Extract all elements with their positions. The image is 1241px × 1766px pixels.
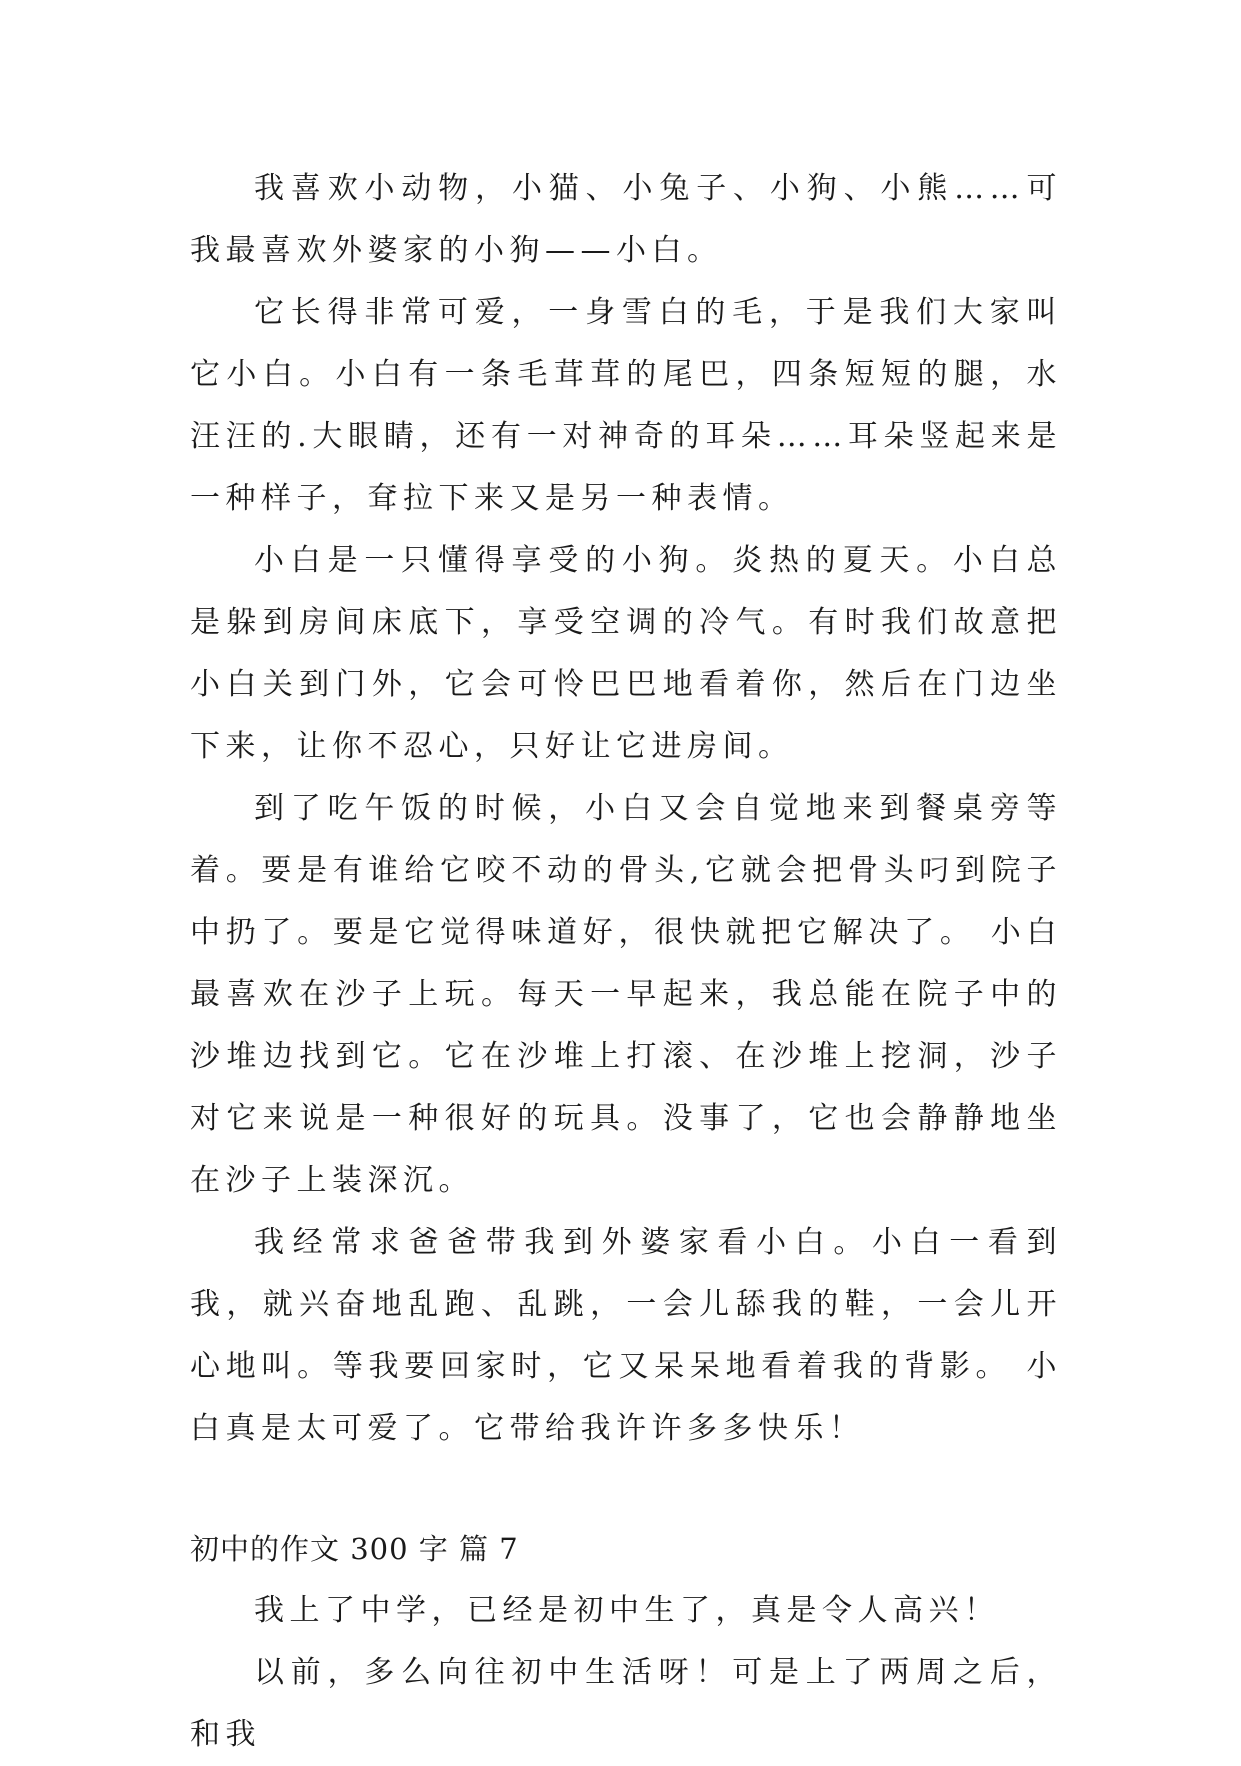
paragraph-6: 我上了中学，已经是初中生了，真是令人高兴！ bbox=[254, 1593, 1000, 1628]
paragraph-3: 小白是一只懂得享受的小狗。炎热的夏天。小白总是躲到房间床底下，享受空调的冷气。有时我们故意把小白关到门外，它会可怜巴巴地看着你，然后在门边坐下来，让你不忍心，只好让它进房间。 bbox=[190, 543, 1062, 764]
paragraph-1: 我喜欢小动物，小猫、小兔子、小狗、小熊……可我最喜欢外婆家的小狗——小白。 bbox=[190, 171, 1062, 268]
paragraph-2: 它长得非常可爱，一身雪白的毛，于是我们大家叫它小白。小白有一条毛茸茸的尾巴，四条短短的腿，水汪汪的.大眼睛，还有一对神奇的耳朵……耳朵竖起来是一种样子，耷拉下来又是另一种表情。 bbox=[190, 295, 1062, 516]
section-heading: 初中的作文 300 字 篇 7 bbox=[190, 1532, 519, 1566]
paragraph-4: 到了吃午饭的时候，小白又会自觉地来到餐桌旁等着。要是有谁给它咬不动的骨头,它就会把骨头叼到院子中扔了。要是它觉得味道好，很快就把它解决了。 小白最喜欢在沙子上玩。每天一早起来，我总能在院子中的沙堆边找到它。它在沙堆上打滚、在沙堆上挖洞，沙子对它来说是一种很好的玩具。没事了，它也会静静地坐在沙子上装深沉。 bbox=[190, 791, 1062, 1198]
paragraph-7: 以前，多么向往初中生活呀！可是上了两周之后，和我 bbox=[190, 1655, 1062, 1752]
paragraph-5: 我经常求爸爸带我到外婆家看小白。小白一看到我，就兴奋地乱跑、乱跳，一会儿舔我的鞋，一会儿开心地叫。等我要回家时，它又呆呆地看着我的背影。 小白真是太可爱了。它带给我许许多多快乐！ bbox=[190, 1225, 1062, 1446]
document-body bbox=[190, 158, 1062, 1766]
